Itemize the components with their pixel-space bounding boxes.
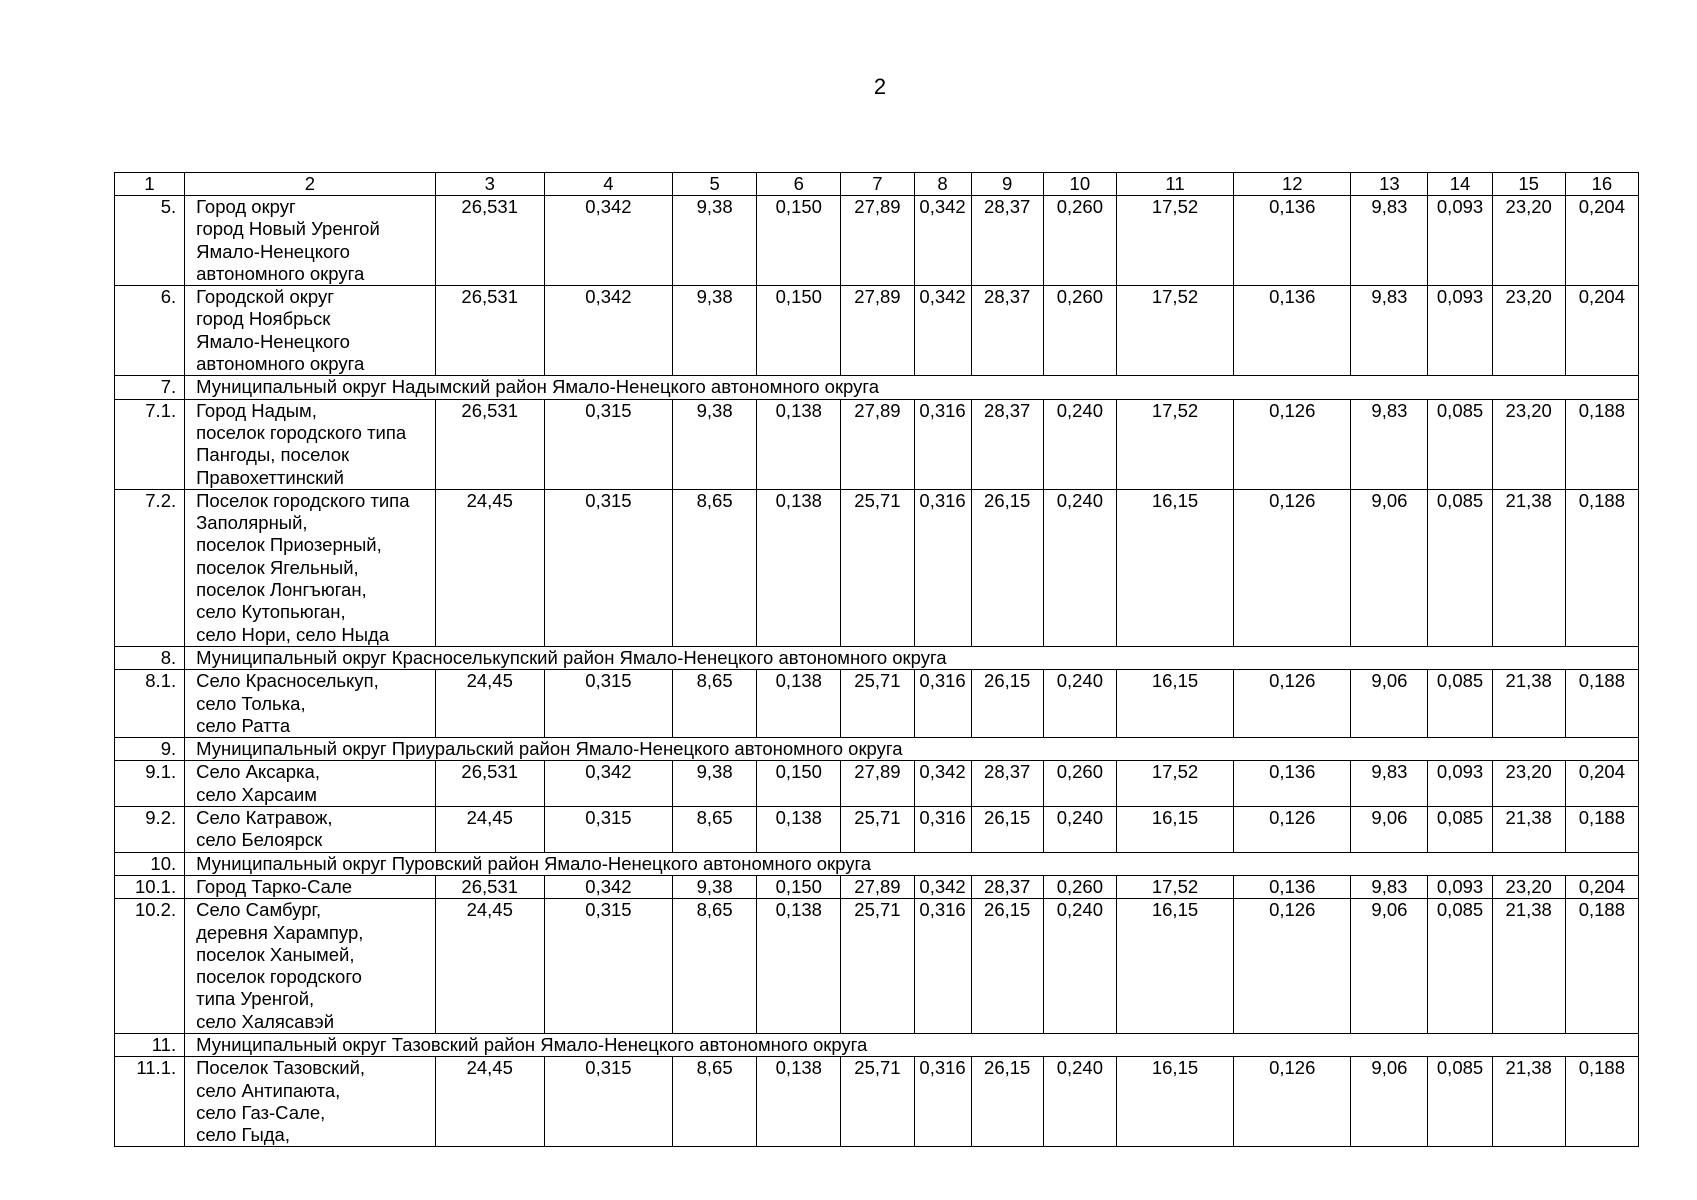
table-row bbox=[115, 196, 1639, 286]
row-number: 9. bbox=[115, 738, 185, 761]
settlement-name bbox=[185, 399, 435, 489]
name-line: Поселок Тазовский, bbox=[196, 1057, 366, 1079]
value-cell: 9,38 bbox=[673, 196, 757, 286]
value-cell: 0,085 bbox=[1428, 670, 1492, 738]
row-number: 7.2. bbox=[115, 489, 185, 646]
value-cell: 9,38 bbox=[673, 761, 757, 807]
value-cell: 17,52 bbox=[1116, 761, 1233, 807]
value-cell: 0,342 bbox=[914, 875, 971, 898]
value-cell: 0,240 bbox=[1043, 670, 1116, 738]
value-cell: 25,71 bbox=[841, 489, 914, 646]
value-cell: 26,531 bbox=[435, 875, 544, 898]
value-cell: 0,316 bbox=[914, 670, 971, 738]
value-cell: 24,45 bbox=[435, 807, 544, 853]
value-cell: 0,138 bbox=[757, 670, 841, 738]
value-cell: 0,085 bbox=[1428, 489, 1492, 646]
value-cell: 0,260 bbox=[1043, 196, 1116, 286]
value-cell: 9,06 bbox=[1351, 1057, 1428, 1147]
value-cell: 24,45 bbox=[435, 1057, 544, 1147]
value-cell: 23,20 bbox=[1492, 286, 1565, 376]
value-cell: 0,138 bbox=[757, 489, 841, 646]
value-cell: 0,093 bbox=[1428, 286, 1492, 376]
value-cell: 26,15 bbox=[971, 807, 1043, 853]
value-cell: 26,531 bbox=[435, 399, 544, 489]
value-cell: 8,65 bbox=[673, 489, 757, 646]
value-cell: 0,204 bbox=[1565, 286, 1638, 376]
value-cell: 0,085 bbox=[1428, 899, 1492, 1034]
value-cell: 9,38 bbox=[673, 875, 757, 898]
column-header: 5 bbox=[673, 173, 757, 196]
value-cell: 0,085 bbox=[1428, 807, 1492, 853]
name-line: Город Тарко-Сале bbox=[196, 875, 353, 897]
value-cell: 21,38 bbox=[1492, 670, 1565, 738]
table-row bbox=[115, 761, 1639, 807]
value-cell: 8,65 bbox=[673, 1057, 757, 1147]
value-cell: 0,126 bbox=[1234, 1057, 1351, 1147]
name-line: село Халясавэй bbox=[196, 1010, 335, 1032]
value-cell: 0,126 bbox=[1234, 670, 1351, 738]
value-cell: 9,38 bbox=[673, 399, 757, 489]
name-line: село Толька, bbox=[196, 692, 306, 714]
name-line: автономного округа bbox=[196, 262, 365, 284]
name-line: Заполярный, bbox=[196, 512, 308, 534]
column-header: 11 bbox=[1116, 173, 1233, 196]
settlement-name bbox=[185, 899, 435, 1034]
value-cell: 0,315 bbox=[544, 399, 672, 489]
value-cell: 23,20 bbox=[1492, 399, 1565, 489]
value-cell: 16,15 bbox=[1116, 1057, 1233, 1147]
value-cell: 25,71 bbox=[841, 899, 914, 1034]
value-cell: 0,342 bbox=[914, 196, 971, 286]
column-header: 10 bbox=[1043, 173, 1116, 196]
value-cell: 25,71 bbox=[841, 1057, 914, 1147]
value-cell: 0,342 bbox=[544, 875, 672, 898]
page-number: 2 bbox=[873, 74, 887, 99]
name-line: поселок Приозерный, bbox=[196, 534, 382, 556]
section-title: Муниципальный округ Красноселькупский район Ямало-Ненецкого автономного округа bbox=[185, 646, 1639, 669]
name-line: типа Уренгой, bbox=[196, 988, 315, 1010]
value-cell: 28,37 bbox=[971, 286, 1043, 376]
header-row bbox=[115, 173, 1639, 196]
value-cell: 23,20 bbox=[1492, 761, 1565, 807]
value-cell: 0,240 bbox=[1043, 807, 1116, 853]
value-cell: 9,06 bbox=[1351, 670, 1428, 738]
section-title: Муниципальный округ Приуральский район Ямало-Ненецкого автономного округа bbox=[185, 738, 1639, 761]
name-line: автономного округа bbox=[196, 353, 365, 375]
value-cell: 16,15 bbox=[1116, 899, 1233, 1034]
value-cell: 0,315 bbox=[544, 1057, 672, 1147]
value-cell: 21,38 bbox=[1492, 807, 1565, 853]
value-cell: 16,15 bbox=[1116, 489, 1233, 646]
value-cell: 0,093 bbox=[1428, 196, 1492, 286]
name-line: Ямало-Ненецкого bbox=[196, 330, 350, 352]
name-line: Ямало-Ненецкого bbox=[196, 240, 350, 262]
value-cell: 0,204 bbox=[1565, 875, 1638, 898]
row-number: 6. bbox=[115, 286, 185, 376]
value-cell: 0,136 bbox=[1234, 761, 1351, 807]
value-cell: 26,15 bbox=[971, 899, 1043, 1034]
column-header: 14 bbox=[1428, 173, 1492, 196]
column-header: 3 bbox=[435, 173, 544, 196]
value-cell: 27,89 bbox=[841, 761, 914, 807]
table-row bbox=[115, 807, 1639, 853]
table-row bbox=[115, 489, 1639, 646]
section-title: Муниципальный округ Пуровский район Ямало-Ненецкого автономного округа bbox=[185, 852, 1639, 875]
name-line: Поселок городского типа bbox=[196, 489, 410, 511]
name-line: село Газ-Сале, bbox=[196, 1101, 326, 1123]
column-header: 13 bbox=[1351, 173, 1428, 196]
row-number: 9.1. bbox=[115, 761, 185, 807]
name-line: село Кутопьюган, bbox=[196, 601, 346, 623]
value-cell: 9,06 bbox=[1351, 899, 1428, 1034]
settlement-name bbox=[185, 286, 435, 376]
row-number: 7.1. bbox=[115, 399, 185, 489]
value-cell: 9,83 bbox=[1351, 196, 1428, 286]
section-row bbox=[115, 1033, 1639, 1056]
value-cell: 26,531 bbox=[435, 761, 544, 807]
row-number: 8. bbox=[115, 646, 185, 669]
value-cell: 0,188 bbox=[1565, 1057, 1638, 1147]
value-cell: 0,342 bbox=[544, 286, 672, 376]
value-cell: 0,136 bbox=[1234, 196, 1351, 286]
section-title: Муниципальный округ Тазовский район Ямало-Ненецкого автономного округа bbox=[185, 1033, 1639, 1056]
column-header: 6 bbox=[757, 173, 841, 196]
value-cell: 27,89 bbox=[841, 399, 914, 489]
row-number: 10. bbox=[115, 852, 185, 875]
column-header: 12 bbox=[1234, 173, 1351, 196]
value-cell: 0,136 bbox=[1234, 286, 1351, 376]
value-cell: 0,260 bbox=[1043, 286, 1116, 376]
value-cell: 0,240 bbox=[1043, 1057, 1116, 1147]
table-row bbox=[115, 670, 1639, 738]
name-line: село Гыда, bbox=[196, 1124, 290, 1146]
name-line: Село Аксарка, bbox=[196, 761, 320, 783]
settlement-name bbox=[185, 670, 435, 738]
value-cell: 0,188 bbox=[1565, 399, 1638, 489]
value-cell: 0,188 bbox=[1565, 489, 1638, 646]
column-header: 9 bbox=[971, 173, 1043, 196]
row-number: 7. bbox=[115, 376, 185, 399]
row-number: 5. bbox=[115, 196, 185, 286]
name-line: Село Самбург, bbox=[196, 899, 322, 921]
value-cell: 0,136 bbox=[1234, 875, 1351, 898]
value-cell: 0,085 bbox=[1428, 1057, 1492, 1147]
value-cell: 0,150 bbox=[757, 196, 841, 286]
value-cell: 0,316 bbox=[914, 807, 971, 853]
row-number: 11. bbox=[115, 1033, 185, 1056]
value-cell: 23,20 bbox=[1492, 875, 1565, 898]
value-cell: 26,15 bbox=[971, 489, 1043, 646]
value-cell: 24,45 bbox=[435, 489, 544, 646]
value-cell: 9,83 bbox=[1351, 761, 1428, 807]
name-line: поселок Лонгъюган, bbox=[196, 579, 367, 601]
value-cell: 23,20 bbox=[1492, 196, 1565, 286]
value-cell: 0,188 bbox=[1565, 807, 1638, 853]
value-cell: 0,315 bbox=[544, 807, 672, 853]
section-row bbox=[115, 738, 1639, 761]
column-header: 2 bbox=[185, 173, 435, 196]
value-cell: 27,89 bbox=[841, 196, 914, 286]
column-header: 1 bbox=[115, 173, 185, 196]
column-header: 4 bbox=[544, 173, 672, 196]
value-cell: 17,52 bbox=[1116, 399, 1233, 489]
name-line: Город Надым, bbox=[196, 399, 317, 421]
value-cell: 0,204 bbox=[1565, 761, 1638, 807]
name-line: Город округ bbox=[196, 196, 296, 217]
name-line: село Ратта bbox=[196, 714, 291, 736]
value-cell: 0,260 bbox=[1043, 761, 1116, 807]
value-cell: 26,15 bbox=[971, 670, 1043, 738]
name-line: село Харсаим bbox=[196, 783, 317, 805]
table-row bbox=[115, 399, 1639, 489]
value-cell: 0,188 bbox=[1565, 670, 1638, 738]
value-cell: 8,65 bbox=[673, 670, 757, 738]
value-cell: 16,15 bbox=[1116, 807, 1233, 853]
column-header: 16 bbox=[1565, 173, 1638, 196]
value-cell: 8,65 bbox=[673, 899, 757, 1034]
value-cell: 26,531 bbox=[435, 196, 544, 286]
value-cell: 0,240 bbox=[1043, 489, 1116, 646]
row-number: 10.1. bbox=[115, 875, 185, 898]
column-header: 7 bbox=[841, 173, 914, 196]
value-cell: 28,37 bbox=[971, 196, 1043, 286]
value-cell: 8,65 bbox=[673, 807, 757, 853]
row-number: 9.2. bbox=[115, 807, 185, 853]
value-cell: 0,315 bbox=[544, 899, 672, 1034]
settlement-name bbox=[185, 807, 435, 853]
value-cell: 0,188 bbox=[1565, 899, 1638, 1034]
name-line: поселок Ханымей, bbox=[196, 943, 355, 965]
name-line: село Нори, село Ныда bbox=[196, 623, 390, 645]
name-line: Пангоды, поселок bbox=[196, 444, 350, 466]
table-row bbox=[115, 875, 1639, 898]
value-cell: 0,150 bbox=[757, 286, 841, 376]
value-cell: 0,316 bbox=[914, 489, 971, 646]
name-line: Правохеттинский bbox=[196, 466, 344, 488]
value-cell: 28,37 bbox=[971, 761, 1043, 807]
tariff-table bbox=[114, 172, 1639, 1147]
row-number: 10.2. bbox=[115, 899, 185, 1034]
value-cell: 0,240 bbox=[1043, 899, 1116, 1034]
value-cell: 17,52 bbox=[1116, 875, 1233, 898]
value-cell: 25,71 bbox=[841, 807, 914, 853]
value-cell: 27,89 bbox=[841, 875, 914, 898]
value-cell: 9,83 bbox=[1351, 875, 1428, 898]
value-cell: 9,83 bbox=[1351, 286, 1428, 376]
settlement-name bbox=[185, 489, 435, 646]
value-cell: 27,89 bbox=[841, 286, 914, 376]
value-cell: 0,204 bbox=[1565, 196, 1638, 286]
table-row bbox=[115, 899, 1639, 1034]
value-cell: 0,150 bbox=[757, 761, 841, 807]
value-cell: 0,316 bbox=[914, 1057, 971, 1147]
value-cell: 0,342 bbox=[914, 286, 971, 376]
name-line: Село Катравож, bbox=[196, 807, 333, 829]
value-cell: 0,315 bbox=[544, 670, 672, 738]
settlement-name bbox=[185, 875, 435, 898]
value-cell: 0,260 bbox=[1043, 875, 1116, 898]
value-cell: 0,342 bbox=[544, 761, 672, 807]
column-header: 15 bbox=[1492, 173, 1565, 196]
settlement-name bbox=[185, 761, 435, 807]
row-number: 8.1. bbox=[115, 670, 185, 738]
value-cell: 0,240 bbox=[1043, 399, 1116, 489]
value-cell: 0,316 bbox=[914, 899, 971, 1034]
value-cell: 28,37 bbox=[971, 399, 1043, 489]
name-line: село Белоярск bbox=[196, 829, 323, 851]
value-cell: 9,83 bbox=[1351, 399, 1428, 489]
name-line: город Новый Уренгой bbox=[196, 218, 380, 240]
name-line: город Ноябрьск bbox=[196, 308, 331, 330]
value-cell: 0,085 bbox=[1428, 399, 1492, 489]
value-cell: 0,126 bbox=[1234, 399, 1351, 489]
name-line: Городской округ bbox=[196, 286, 334, 308]
value-cell: 0,342 bbox=[544, 196, 672, 286]
value-cell: 17,52 bbox=[1116, 196, 1233, 286]
value-cell: 26,15 bbox=[971, 1057, 1043, 1147]
value-cell: 9,06 bbox=[1351, 807, 1428, 853]
value-cell: 26,531 bbox=[435, 286, 544, 376]
value-cell: 9,38 bbox=[673, 286, 757, 376]
section-row bbox=[115, 646, 1639, 669]
value-cell: 24,45 bbox=[435, 670, 544, 738]
value-cell: 25,71 bbox=[841, 670, 914, 738]
settlement-name bbox=[185, 1057, 435, 1147]
table-row bbox=[115, 286, 1639, 376]
name-line: поселок городского типа bbox=[196, 421, 407, 443]
value-cell: 21,38 bbox=[1492, 1057, 1565, 1147]
value-cell: 0,150 bbox=[757, 875, 841, 898]
name-line: поселок Ягельный, bbox=[196, 556, 359, 578]
value-cell: 21,38 bbox=[1492, 489, 1565, 646]
section-row bbox=[115, 852, 1639, 875]
name-line: Село Красноселькуп, bbox=[196, 670, 379, 692]
value-cell: 0,315 bbox=[544, 489, 672, 646]
value-cell: 28,37 bbox=[971, 875, 1043, 898]
value-cell: 0,138 bbox=[757, 807, 841, 853]
table-row bbox=[115, 1057, 1639, 1147]
value-cell: 0,126 bbox=[1234, 489, 1351, 646]
value-cell: 21,38 bbox=[1492, 899, 1565, 1034]
value-cell: 0,138 bbox=[757, 399, 841, 489]
name-line: поселок городского bbox=[196, 966, 362, 988]
name-line: деревня Харампур, bbox=[196, 921, 364, 943]
value-cell: 0,342 bbox=[914, 761, 971, 807]
value-cell: 0,093 bbox=[1428, 761, 1492, 807]
value-cell: 0,093 bbox=[1428, 875, 1492, 898]
value-cell: 0,316 bbox=[914, 399, 971, 489]
settlement-name bbox=[185, 196, 435, 286]
value-cell: 0,126 bbox=[1234, 807, 1351, 853]
value-cell: 0,138 bbox=[757, 899, 841, 1034]
section-row bbox=[115, 376, 1639, 399]
column-header: 8 bbox=[914, 173, 971, 196]
row-number: 11.1. bbox=[115, 1057, 185, 1147]
value-cell: 24,45 bbox=[435, 899, 544, 1034]
name-line: село Антипаюта, bbox=[196, 1079, 341, 1101]
value-cell: 17,52 bbox=[1116, 286, 1233, 376]
section-title: Муниципальный округ Надымский район Ямало-Ненецкого автономного округа bbox=[185, 376, 1639, 399]
value-cell: 0,138 bbox=[757, 1057, 841, 1147]
value-cell: 0,126 bbox=[1234, 899, 1351, 1034]
value-cell: 16,15 bbox=[1116, 670, 1233, 738]
value-cell: 9,06 bbox=[1351, 489, 1428, 646]
